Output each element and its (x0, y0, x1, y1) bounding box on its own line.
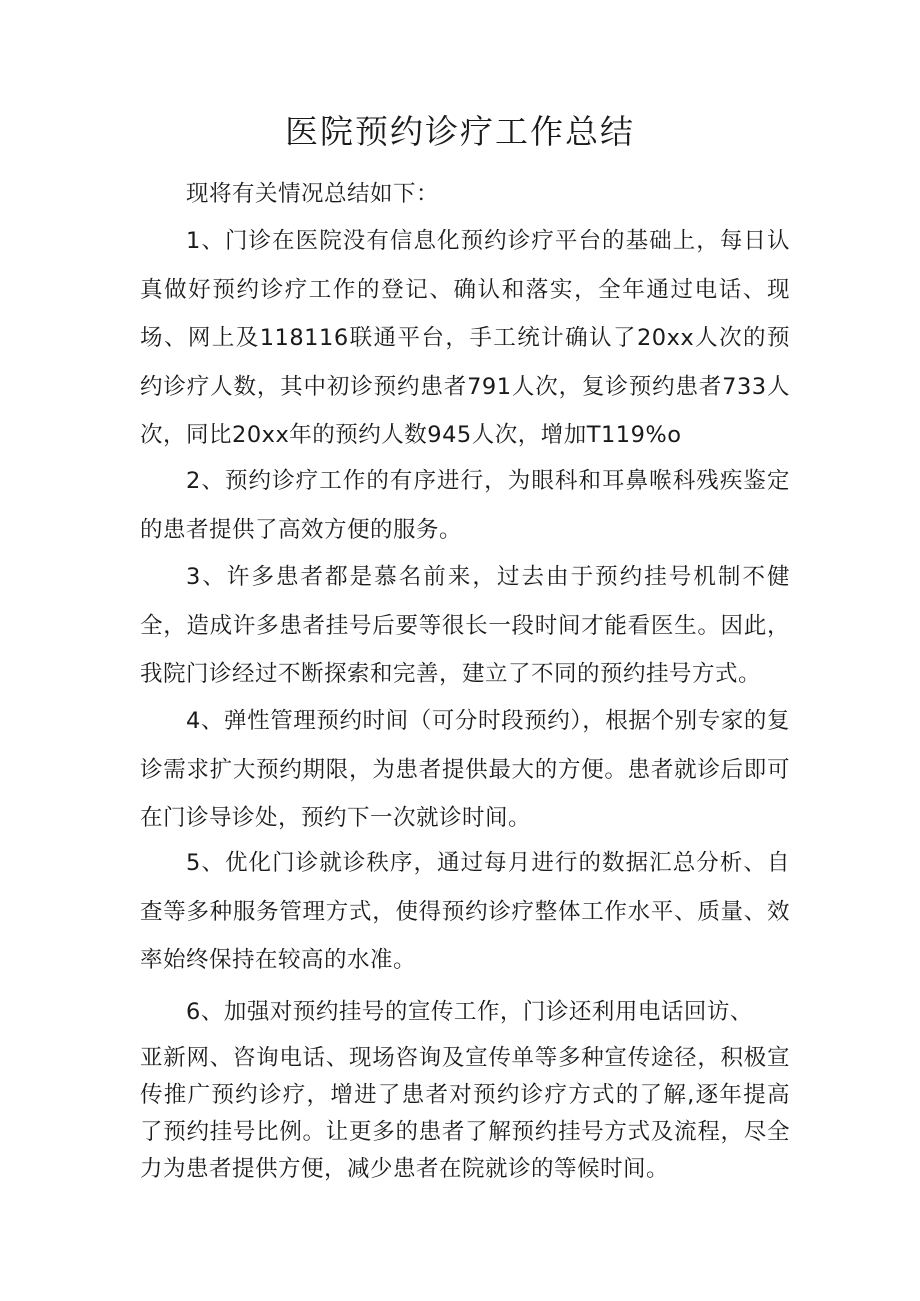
paragraph-3: 3、许多患者都是慕名前来，过去由于预约挂号机制不健全，造成许多患者挂号后要等很长一段时间才能看医生。因此，我院门诊经过不断探索和完善，建立了不同的预约挂号方式。 (140, 564, 790, 687)
paragraph-6-first-line: 6、加强对预约挂号的宣传工作，门诊还利用电话回访、 (186, 999, 753, 1025)
document-title: 医院预约诊疗工作总结 (285, 112, 635, 151)
paragraph-4: 4、弹性管理预约时间（可分时段预约），根据个别专家的复诊需求扩大预约期限，为患者提供最大的方便。患者就诊后即可在门诊导诊处，预约下一次就诊时间。 (140, 708, 790, 831)
paragraph-6-body: 亚新网、咨询电话、现场咨询及宣传单等多种宣传途径，积极宣传推广预约诊疗，增进了患者对预约诊疗方式的了解,逐年提高了预约挂号比例。让更多的患者了解预约挂号方式及流程，尽全力为患者提供方便，减少患者在院就诊的等候时间。 (140, 1045, 790, 1182)
paragraph-5: 5、优化门诊就诊秩序，通过每月进行的数据汇总分析、自查等多种服务管理方式，使得预约诊疗整体工作水平、质量、效率始终保持在较高的水准。 (140, 850, 790, 973)
paragraph-1: 1、门诊在医院没有信息化预约诊疗平台的基础上，每日认真做好预约诊疗工作的登记、确认和落实，全年通过电话、现场、网上及118116联通平台，手工统计确认了20xx人次的预约诊疗人数，其中初诊预约患者791人次，复诊预约患者733人次，同比20xx年的预约人数945人次，增加T119%o (140, 228, 790, 448)
intro-paragraph: 现将有关情况总结如下： (186, 181, 440, 207)
paragraph-2: 2、预约诊疗工作的有序进行，为眼科和耳鼻喉科残疾鉴定的患者提供了高效方便的服务。 (140, 468, 790, 543)
